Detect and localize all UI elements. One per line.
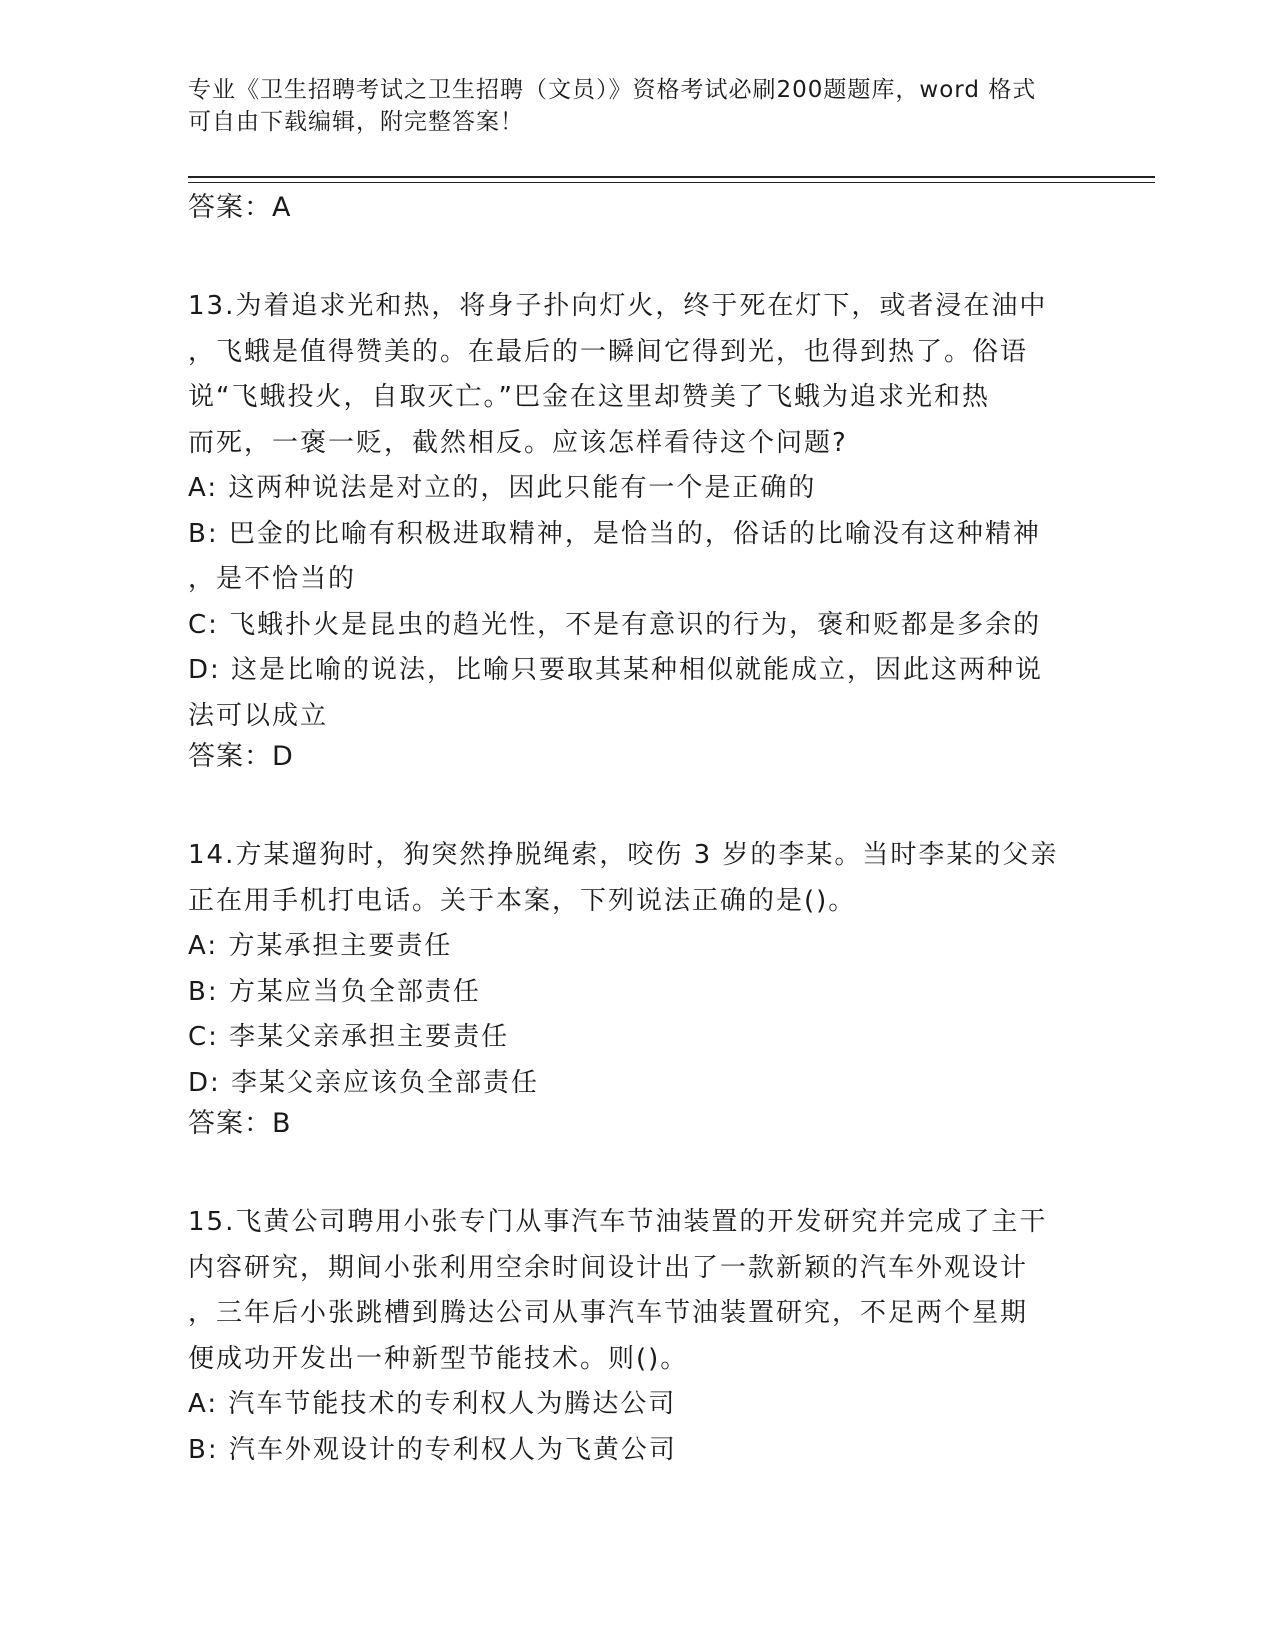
option-a: A: 方某承担主要责任 <box>188 931 453 961</box>
previous-answer: 答案：A <box>188 192 292 223</box>
question-stem-line: 便成功开发出一种新型节能技术。则()。 <box>188 1343 689 1374</box>
spacer <box>188 226 1078 284</box>
header-line-1: 专业《卫生招聘考试之卫生招聘（文员）》资格考试必刷200题题库，word 格式 <box>188 77 1037 103</box>
document-header <box>188 74 1068 138</box>
question-13 <box>188 284 1078 775</box>
question-stem-line: ，三年后小张跳槽到腾达公司从事汽车节油装置研究，不足两个星期 <box>188 1298 1029 1328</box>
question-stem-line: 正在用手机打电话。关于本案，下列说法正确的是()。 <box>188 885 857 916</box>
answer: 答案：D <box>188 741 294 772</box>
option-a: A: 这两种说法是对立的，因此只能有一个是正确的 <box>188 473 817 503</box>
answer: 答案：B <box>188 1108 292 1139</box>
question-stem-line: ，飞蛾是值得赞美的。在最后的一瞬间它得到光，也得到热了。俗语 <box>188 336 1029 367</box>
option-b: B: 汽车外观设计的专利权人为飞黄公司 <box>188 1434 677 1465</box>
option-d-continued: 法可以成立 <box>188 700 329 731</box>
question-stem-line: 14.方某遛狗时，狗突然挣脱绳索，咬伤 3 岁的李某。当时李某的父亲 <box>188 840 1059 870</box>
spacer <box>188 1142 1078 1200</box>
question-stem-line: 15.飞黄公司聘用小张专门从事汽车节油装置的开发研究并完成了主干 <box>188 1207 1048 1237</box>
spacer <box>188 775 1078 833</box>
question-14 <box>188 833 1078 1142</box>
option-d: D: 这是比喻的说法，比喻只要取其某种相似就能成立，因此这两种说 <box>188 655 1044 685</box>
document-body <box>188 190 1078 1473</box>
option-b: B: 方某应当负全部责任 <box>188 976 481 1007</box>
question-stem-line: 而死，一褒一贬，截然相反。应该怎样看待这个问题? <box>188 427 848 458</box>
option-c: C: 李某父亲承担主要责任 <box>188 1022 510 1052</box>
question-stem-line: 13.为着追求光和热，将身子扑向灯火，终于死在灯下，或者浸在油中 <box>188 291 1048 321</box>
header-line-2: 可自由下载编辑，附完整答案！ <box>188 109 524 135</box>
option-b: B: 巴金的比喻有积极进取精神，是恰当的，俗话的比喻没有这种精神 <box>188 518 1041 549</box>
question-15 <box>188 1200 1078 1473</box>
question-stem-line: 说“飞蛾投火，自取灭亡。”巴金在这里却赞美了飞蛾为追求光和热 <box>188 382 990 412</box>
header-divider <box>188 176 1155 183</box>
question-stem-line: 内容研究，期间小张利用空余时间设计出了一款新颖的汽车外观设计 <box>188 1252 1029 1283</box>
option-a: A: 汽车节能技术的专利权人为腾达公司 <box>188 1389 677 1419</box>
option-c: C: 飞蛾扑火是昆虫的趋光性，不是有意识的行为，褒和贬都是多余的 <box>188 609 1042 640</box>
option-b-continued: ，是不恰当的 <box>188 564 357 594</box>
option-d: D: 李某父亲应该负全部责任 <box>188 1067 540 1098</box>
